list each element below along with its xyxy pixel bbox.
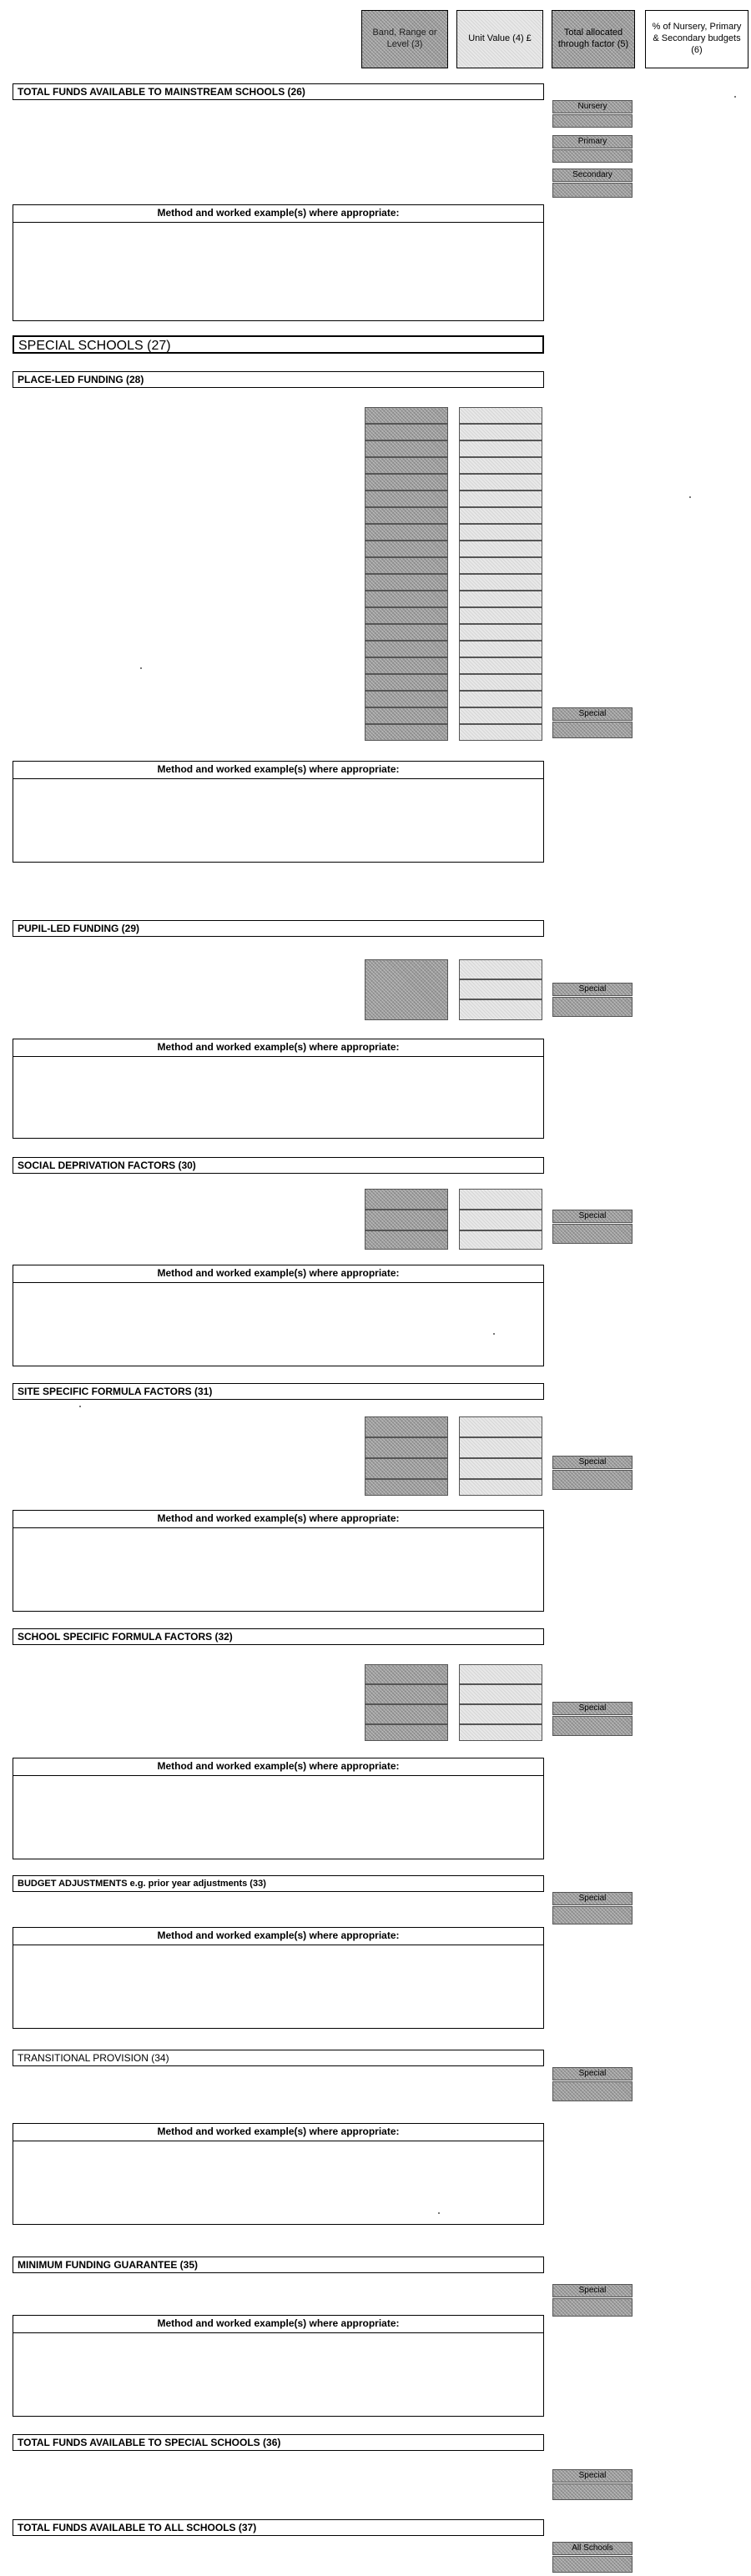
unit-cell[interactable] [459,657,542,674]
band-cell[interactable] [365,607,448,624]
band-cell[interactable] [365,407,448,424]
band-cell[interactable] [365,591,448,607]
method-title: Method and worked example(s) where appropriate: [13,2316,543,2333]
header-band: Band, Range or Level (3) [361,10,448,68]
header-unit-value: Unit Value (4) £ [456,10,543,68]
special-total-cell[interactable] [552,1224,633,1244]
scan-speck [734,96,736,98]
special-schools-title: SPECIAL SCHOOLS (27) [13,335,544,354]
site-band-cell[interactable] [365,1416,448,1437]
unit-cell[interactable] [459,607,542,624]
band-cell[interactable] [365,657,448,674]
unit-cell[interactable] [459,641,542,657]
primary-value-cell[interactable] [552,149,633,163]
unit-cell[interactable] [459,707,542,724]
unit-cell[interactable] [459,541,542,557]
site-band-cell[interactable] [365,1479,448,1496]
transitional-title: TRANSITIONAL PROVISION (34) [13,2050,544,2066]
method-title: Method and worked example(s) where appropriate: [13,1265,543,1283]
band-cell[interactable] [365,474,448,491]
unit-cell[interactable] [459,424,542,440]
school-band-cell[interactable] [365,1684,448,1704]
school-unit-cell[interactable] [459,1704,542,1724]
school-band-cell[interactable] [365,1664,448,1684]
mfg-title: MINIMUM FUNDING GUARANTEE (35) [13,2257,544,2273]
total-special-title: TOTAL FUNDS AVAILABLE TO SPECIAL SCHOOLS (36) [13,2434,544,2451]
method-title: Method and worked example(s) where appropriate: [13,1511,543,1528]
special-total-cell[interactable] [552,2298,633,2317]
unit-cell[interactable] [459,407,542,424]
unit-cell[interactable] [459,507,542,524]
special-total-cell[interactable] [552,722,633,738]
unit-cell[interactable] [459,524,542,541]
band-cell[interactable] [365,457,448,474]
method-box-social[interactable] [13,1265,544,1366]
scan-speck [79,1406,81,1407]
band-cell[interactable] [365,557,448,574]
unit-cell[interactable] [459,624,542,641]
method-box-budget[interactable] [13,1927,544,2029]
special-label: Special [552,1892,633,1905]
social-deprivation-title: SOCIAL DEPRIVATION FACTORS (30) [13,1157,544,1174]
special-label: Special [552,1210,633,1223]
all-schools-total-cell[interactable] [552,2556,633,2573]
special-label: Special [552,2067,633,2080]
scan-speck [689,496,691,498]
social-unit-cell[interactable] [459,1230,542,1250]
method-title: Method and worked example(s) where appropriate: [13,762,543,779]
special-total-cell[interactable] [552,2483,633,2500]
scan-speck [438,2212,440,2214]
site-band-cell[interactable] [365,1458,448,1479]
unit-cell[interactable] [459,724,542,741]
mainstream-total-title: TOTAL FUNDS AVAILABLE TO MAINSTREAM SCHOOLS (26) [13,83,544,100]
method-title: Method and worked example(s) where appropriate: [13,1039,543,1057]
band-cell[interactable] [365,574,448,591]
method-box-site[interactable] [13,1510,544,1612]
unit-cell[interactable] [459,674,542,691]
pupil-led-title: PUPIL-LED FUNDING (29) [13,920,544,937]
pupil-led-unit-cell[interactable] [459,999,542,1020]
site-unit-cell[interactable] [459,1416,542,1437]
special-total-cell[interactable] [552,1906,633,1924]
social-unit-cell[interactable] [459,1189,542,1210]
secondary-value-cell[interactable] [552,183,633,198]
scan-speck [493,1333,495,1335]
primary-label: Primary [552,135,633,148]
method-box-place-led[interactable] [13,761,544,863]
unit-cell[interactable] [459,457,542,474]
school-band-cell[interactable] [365,1724,448,1741]
header-total-allocated: Total allocated through factor (5) [552,10,635,68]
special-label: Special [552,1702,633,1715]
pupil-led-band-cell[interactable] [365,959,448,1020]
band-cell[interactable] [365,691,448,707]
total-all-title: TOTAL FUNDS AVAILABLE TO ALL SCHOOLS (37) [13,2519,544,2536]
band-cell[interactable] [365,707,448,724]
pupil-led-unit-cell[interactable] [459,979,542,999]
special-total-cell[interactable] [552,997,633,1017]
site-unit-cell[interactable] [459,1479,542,1496]
nursery-label: Nursery [552,100,633,113]
unit-cell[interactable] [459,474,542,491]
method-box-transitional[interactable] [13,2123,544,2225]
band-cell[interactable] [365,724,448,741]
scan-speck [140,667,142,669]
method-title: Method and worked example(s) where appropriate: [13,205,543,223]
method-title: Method and worked example(s) where appropriate: [13,1758,543,1776]
site-specific-title: SITE SPECIFIC FORMULA FACTORS (31) [13,1383,544,1400]
special-label: Special [552,1456,633,1469]
social-band-cell[interactable] [365,1210,448,1230]
nursery-value-cell[interactable] [552,114,633,128]
band-cell[interactable] [365,491,448,507]
method-title: Method and worked example(s) where appropriate: [13,2124,543,2141]
method-title: Method and worked example(s) where appropriate: [13,1928,543,1945]
pupil-led-unit-cell[interactable] [459,959,542,979]
special-label: Special [552,2469,633,2483]
unit-cell[interactable] [459,440,542,457]
special-total-cell[interactable] [552,2081,633,2101]
unit-cell[interactable] [459,574,542,591]
school-unit-cell[interactable] [459,1724,542,1741]
method-box-mfg[interactable] [13,2315,544,2417]
place-led-title: PLACE-LED FUNDING (28) [13,371,544,388]
school-specific-title: SCHOOL SPECIFIC FORMULA FACTORS (32) [13,1628,544,1645]
school-band-cell[interactable] [365,1704,448,1724]
place-led-band-column [365,407,448,741]
school-unit-cell[interactable] [459,1684,542,1704]
social-band-cell[interactable] [365,1189,448,1210]
social-band-cell[interactable] [365,1230,448,1250]
budget-adjustments-title: BUDGET ADJUSTMENTS e.g. prior year adjustments (33) [13,1875,544,1892]
header-percent: % of Nursery, Primary & Secondary budgets (6) [645,10,748,68]
method-box-pupil-led[interactable] [13,1039,544,1139]
band-cell[interactable] [365,541,448,557]
unit-cell[interactable] [459,557,542,574]
unit-cell[interactable] [459,591,542,607]
band-cell[interactable] [365,524,448,541]
school-unit-cell[interactable] [459,1664,542,1684]
special-total-cell[interactable] [552,1470,633,1490]
place-led-unit-column [459,407,542,741]
band-cell[interactable] [365,624,448,641]
band-cell[interactable] [365,641,448,657]
band-cell[interactable] [365,424,448,440]
unit-cell[interactable] [459,491,542,507]
band-cell[interactable] [365,507,448,524]
method-box-school[interactable] [13,1758,544,1859]
unit-cell[interactable] [459,691,542,707]
band-cell[interactable] [365,674,448,691]
band-cell[interactable] [365,440,448,457]
site-unit-cell[interactable] [459,1458,542,1479]
method-box-mainstream[interactable] [13,204,544,321]
special-label: Special [552,983,633,996]
secondary-label: Secondary [552,169,633,182]
all-schools-label: All Schools [552,2542,633,2555]
site-band-cell[interactable] [365,1437,448,1458]
special-label: Special [552,2284,633,2297]
site-unit-cell[interactable] [459,1437,542,1458]
special-label: Special [552,707,633,721]
special-total-cell[interactable] [552,1716,633,1736]
social-unit-cell[interactable] [459,1210,542,1230]
